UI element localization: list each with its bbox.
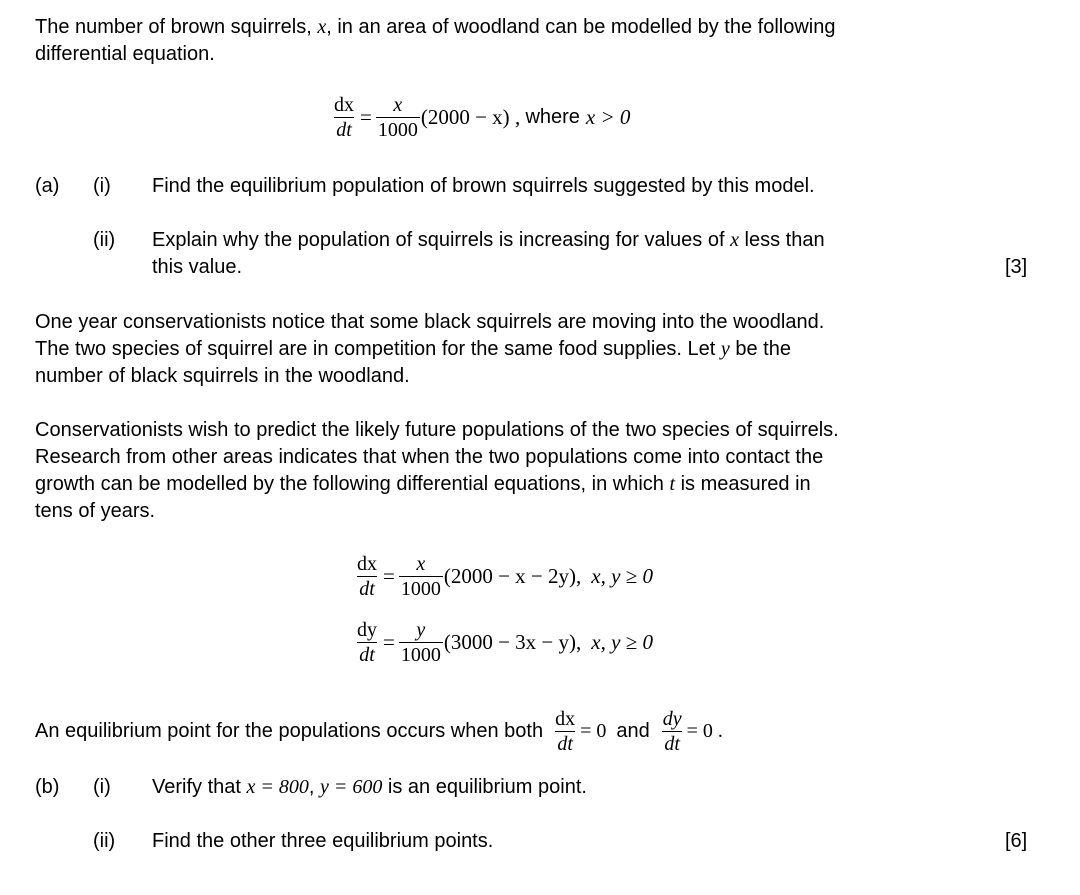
fraction-dx-dt: $\frac{dx}{dt}$ (334, 94, 354, 141)
part-a-ii-line-1: Explain why the population of squirrels is increasing for values of x less than (152, 229, 825, 251)
part-a-ii-line-2: this value. (152, 256, 243, 278)
equation-2: $\frac{dx}{dt}$ = $\frac{x}{1000}$ (2000 − x − 2y), x, y ≥ 0 (357, 553, 653, 600)
equation-1: $\frac{dx}{dt}$ = $\frac{x}{1000}$ (2000 − x) , where x > 0 (334, 94, 631, 141)
part-b-label: (b) (35, 776, 60, 798)
para2-line-2: The two species of squirrel are in competition for the same food supplies. Let y be the (35, 338, 791, 360)
equation-3: $\frac{dy}{dt}$ = $\frac{y}{1000}$ (3000 − 3x − y), x, y ≥ 0 (357, 619, 653, 666)
part-b-ii-label: (ii) (93, 830, 116, 852)
para3-line-1: Conservationists wish to predict the likely future populations of the two species of squirrels. (35, 419, 839, 441)
fraction-x-1000: $\frac{x}{1000}$ (377, 94, 418, 141)
part-b-i-text: Verify that x = 800, y = 600 is an equilibrium point. (152, 776, 587, 798)
part-b-marks: [6] (1005, 830, 1028, 852)
part-a-i-text: Find the equilibrium population of brown squirrels suggested by this model. (152, 175, 815, 197)
para2-line-1: One year conservationists notice that some black squirrels are moving into the woodland. (35, 311, 825, 333)
para3-line-4: tens of years. (35, 500, 156, 522)
part-a-ii-label: (ii) (93, 229, 116, 251)
equilibrium-line: An equilibrium point for the populations occurs when both $\frac{dx}{dt}$ = 0 and $\frac{dy}{dt}$ = 0 . (35, 708, 723, 755)
para2-line-3: number of black squirrels in the woodland. (35, 365, 410, 387)
intro-line-1: The number of brown squirrels, x, in an area of woodland can be modelled by the following (35, 16, 836, 38)
para3-line-2: Research from other areas indicates that when the two populations come into contact the (35, 446, 824, 468)
part-b-ii-text: Find the other three equilibrium points. (152, 830, 494, 852)
part-a-marks: [3] (1005, 256, 1028, 278)
part-b-i-label: (i) (93, 776, 111, 798)
intro-line-2: differential equation. (35, 43, 215, 65)
var-x: x (317, 16, 327, 38)
part-a-i-label: (i) (93, 175, 111, 197)
para3-line-3: growth can be modelled by the following differential equations, in which t is measured in (35, 473, 811, 495)
part-a-label: (a) (35, 175, 60, 197)
